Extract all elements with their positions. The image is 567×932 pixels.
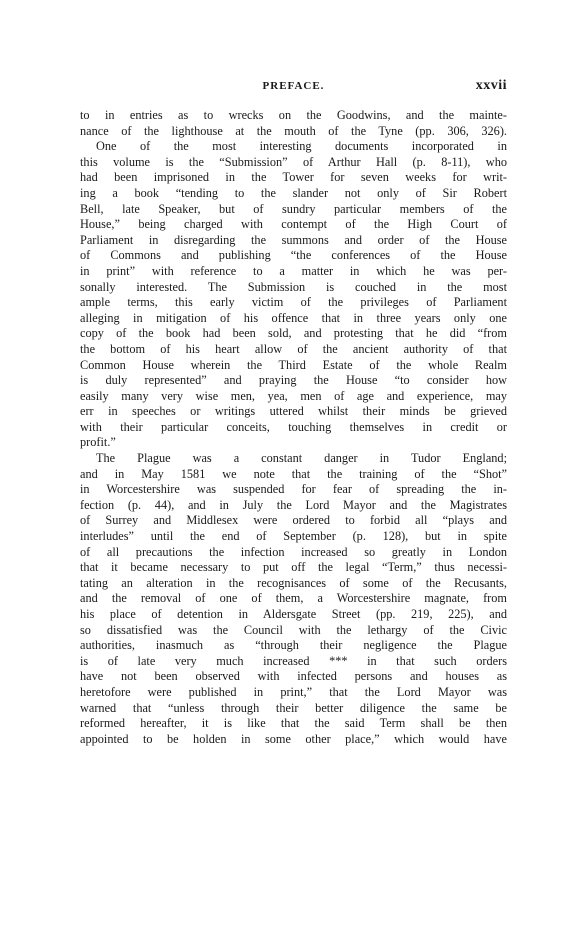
paragraph [80, 451, 507, 747]
text-line: and the removal of one of them, a Worcestershire magnate, from [80, 591, 507, 606]
text-line: easily many very wise men, yea, men of age and experience, may [80, 388, 507, 403]
text-line: to in entries as to wrecks on the Goodwins, and the mainte- [80, 108, 507, 122]
text-line: the bottom of his heart allow of the ancient authority of that [80, 341, 507, 356]
text-line: Common House wherein the Third Estate of the whole Realm [80, 357, 507, 372]
text-line: warned that “unless through their better diligence the same be [80, 700, 507, 715]
text-line: and in May 1581 we note that the training of the “Shot” [80, 466, 507, 481]
text-line: had been imprisoned in the Tower for seven weeks for writ- [80, 170, 507, 185]
text-line: alleging in mitigation of his offence that in three years only one [80, 310, 507, 325]
text-line: so dissatisfied was the Council with the lethargy of the Civic [80, 622, 507, 637]
text-line: nance of the lighthouse at the mouth of the Tyne (pp. 306, 326). [80, 123, 507, 138]
text-line: is of late very much increased *** in that such orders [80, 653, 507, 668]
text-line: is duly represented” and praying the House “to consider how [80, 373, 507, 388]
text-line: of Commons and publishing “the conferences of the House [80, 248, 507, 263]
text-line: have not been observed with infected persons and houses as [80, 669, 507, 684]
text-line: sonally interested. The Submission is couched in the most [80, 279, 507, 294]
running-title: PREFACE. [262, 80, 325, 92]
text-line: reformed hereafter, it is like that the said Term shall be then [80, 716, 507, 731]
body-text [80, 108, 507, 747]
text-line: of Surrey and Middlesex were ordered to forbid all “plays and [80, 513, 507, 528]
text-line: One of the most interesting documents incorporated in [96, 139, 507, 154]
running-header [80, 80, 507, 98]
text-line: The Plague was a constant danger in Tudor England; [96, 451, 507, 466]
page-number: xxvii [475, 78, 507, 93]
text-line: House,” being charged with contempt of the High Court of [80, 217, 507, 232]
text-line: with their particular conceits, touching themselves in credit or [80, 419, 507, 434]
text-line: ample terms, this early victim of the privileges of Parliament [80, 295, 507, 310]
text-line: that it became necessary to put off the legal “Term,” thus necessi- [80, 560, 507, 575]
text-line: fection (p. 44), and in July the Lord Mayor and the Magistrates [80, 497, 507, 512]
text-line: copy of the book had been sold, and protesting that he did “from [80, 326, 507, 341]
text-line: tating an alteration in the recognisances of some of the Recusants, [80, 575, 507, 590]
text-line: Parliament in disregarding the summons and order of the House [80, 232, 507, 247]
text-line: heretofore were published in print,” that the Lord Mayor was [80, 684, 507, 699]
text-line: this volume is the “Submission” of Arthur Hall (p. 8-11), who [80, 154, 507, 169]
text-line: interludes” until the end of September (p. 128), but in spite [80, 529, 507, 544]
text-line: in print” with reference to a matter in which he was per- [80, 263, 507, 278]
text-line: in Worcestershire was suspended for fear of spreading the in- [80, 482, 507, 497]
text-line: his place of detention in Aldersgate Street (pp. 219, 225), and [80, 607, 507, 621]
text-line: appointed to be holden in some other place,” which would have [80, 731, 507, 746]
text-line: authorities, inasmuch as “through their negligence the Plague [80, 638, 507, 653]
text-line: Bell, late Speaker, but of sundry particular members of the [80, 201, 507, 216]
text-line: of all precautions the infection increased so greatly in London [80, 544, 507, 559]
text-line: err in speeches or writings uttered whilst their minds be grieved [80, 404, 507, 419]
paragraph [80, 139, 507, 451]
paragraph [80, 108, 507, 139]
text-line: profit.” [80, 435, 116, 450]
text-line: ing a book “tending to the slander not only of Sir Robert [80, 185, 507, 200]
